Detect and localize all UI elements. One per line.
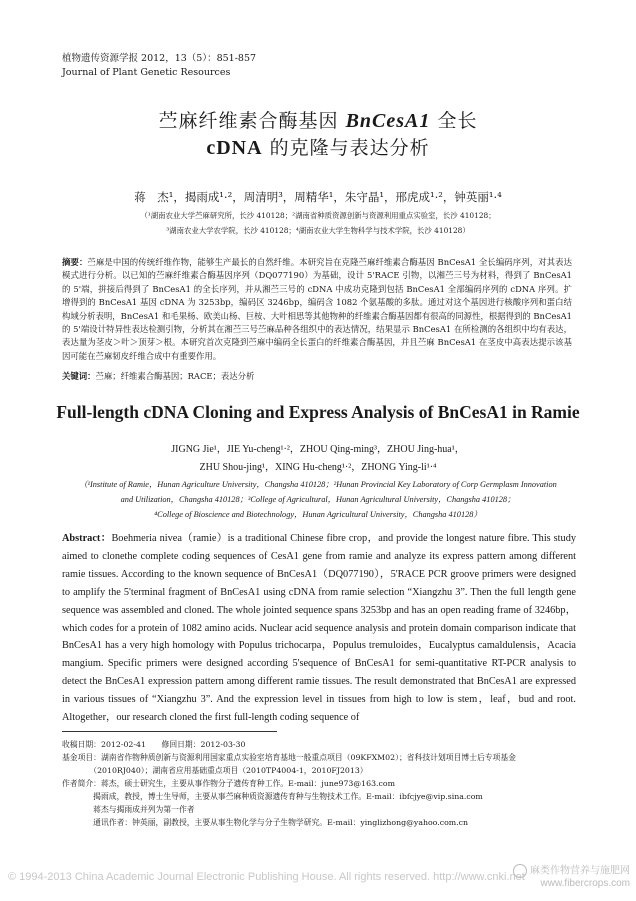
watermark-line1: 麻类作物营养与施肥网: [530, 865, 630, 877]
footnote-corresponding: 通讯作者：钟英丽，副教授，主要从事生物化学与分子生物学研究。E-mail：yinglizhong@yahoo.com.cn: [62, 818, 469, 827]
affiliation-cn-line2: ³湖南农业大学农学院，长沙 410128；⁴湖南农业大学生物科学与技术学院，长沙 410128）: [166, 226, 470, 235]
keywords-cn: [62, 370, 572, 383]
abstract-en-text: Boehmeria nivea（ramie）is a traditional Chinese fibre crop，and provide the longest nature fibre. This study aimed to clonethe complete coding sequences of CesA1 gene from ramie and analyze its express pattern among different ramie tissues. According to the known sequence of BnCesA1（DQ077190），5'RACE PCR groove primers were designed to amplify the 5'terminal fragment of BnCesA1 using cDNA from ramie selection “Xiangzhu 3”. Then the full length gene sequence was assembled and cloned. The whole jointed sequence spans 3253bp and has an open reading frame of 3246bp，which codes for a protein of 1082 amino acids. Nuclear acid sequence analysis and protein domain comparison indicate that BnCesA1 has a very high homology with Populus trichocarpa，Populus tremuloides，Eucalyptus camaldulensis，Acacia mangium. Specific primers were designed according 5'sequence of BnCesA1 for semi-quantitative RT-PCR analysis to detect the BnCesA1 expression pattern among different ramie tissues. The result demonstrated that BnCesA1 are expressed in various tissues of “Xiangzhu 3”. And the expression level in tissues from high to low is stem，leaf，bud and root. Altogether，our research cloned the first full-length coding sequence of: [62, 533, 576, 724]
footnote-funding-cont: （2010RJ040）；湖南省应用基础重点项目（2010TP4004-1，2010FJ2013）: [62, 766, 368, 775]
title-en: Full-length cDNA Cloning and Express Analysis of BnCesA1 in Ramie: [56, 402, 580, 422]
title-cn-line1-suffix: 全长: [430, 110, 478, 132]
site-watermark: [513, 864, 630, 890]
authors-cn: 蒋 杰¹，揭雨成¹·²，周清明³，周精华¹，朱守晶¹，邢虎成¹·²，钟英丽¹·⁴: [134, 190, 502, 204]
journal-header: [62, 52, 256, 80]
watermark-logo-icon: [513, 864, 527, 878]
affiliation-en-line3: ⁴College of Bioscience and Biotechnology，Hunan Agricultural University，Changsha 410128）: [154, 510, 482, 519]
watermark-line2: www.fibercrops.com: [540, 878, 630, 889]
keywords-cn-text: 苎麻；纤维素合酶基因；RACE；表达分析: [95, 371, 255, 381]
affiliation-en-line1: （¹Institute of Ramie，Hunan Agriculture University，Changsha 410128；²Hunan Provincial Key Laboratory of Corp Germplasm Innovation: [79, 480, 557, 489]
journal-cn-line: 植物遗传资源学报 2012，13（5）：851-857: [62, 53, 257, 64]
title-cn-gene: BnCesA1: [345, 110, 431, 132]
authors-en-line1: JIGNG Jie¹，JIE Yu-cheng¹·²，ZHOU Qing-ming³，ZHOU Jing-hua¹，: [171, 444, 465, 455]
journal-en-line: Journal of Plant Genetic Resources: [62, 67, 231, 78]
title-cn-line2-prefix: cDNA: [206, 137, 263, 159]
title-cn-line1-prefix: 苎麻纤维素合酶基因: [158, 110, 346, 132]
abstract-cn-label: 摘要：: [62, 257, 88, 267]
abstract-cn: [62, 256, 572, 363]
title-cn-line2-suffix: 的克隆与表达分析: [262, 137, 430, 159]
footnote-author2: 揭雨成，教授，博士生导师，主要从事苎麻种质资源遗传育种与生物技术工作。E-mail：ibfcjye@vip.sina.com: [62, 792, 483, 801]
footnotes: [62, 738, 582, 829]
affiliation-cn-line1: （¹湖南农业大学苎麻研究所，长沙 410128；²湖南省种质资源创新与资源利用重点实验室，长沙 410128；: [140, 211, 496, 220]
footnote-rule: [62, 731, 277, 732]
copyright-notice: © 1994-2013 China Academic Journal Electronic Publishing House. All rights reserved. http://www.cnki.net: [8, 871, 525, 883]
authors-en-line2: ZHU Shou-jing¹，XING Hu-cheng¹·²，ZHONG Ying-li¹·⁴: [199, 462, 437, 473]
affiliation-en-line2: and Utilization，Changsha 410128；³College of Agricultural，Hunan Agricultural University，Changsha 410128；: [120, 495, 516, 504]
abstract-en: [62, 530, 576, 727]
abstract-en-label: Abstract：: [62, 533, 112, 544]
footnote-author1: 作者简介：蒋杰，硕士研究生，主要从事作物分子遗传育种工作。E-mail：june973@163.com: [62, 779, 395, 788]
footnote-funding: 基金项目：湖南省作物种质创新与资源利用国家重点实验室培育基地一般重点项目（09KFXM02）；省科技计划项目博士后专项基金: [62, 753, 516, 762]
title-cn: [0, 108, 636, 162]
keywords-cn-label: 关键词：: [62, 371, 96, 381]
abstract-cn-text: 苎麻是中国的传统纤维作物，能够生产最长的自然纤维。本研究旨在克隆苎麻纤维素合酶基因 BnCesA1 全长编码序列，对其表达模式进行分析。以已知的苎麻纤维素合酶基因序列（DQ077190）为基础，设计 5'RACE 引物，以湘苎三号为材料，得到了 BnCesA1 的 5'端，拼接后得到了 BnCesA1 的全长序列，并从湘苎三号的 cDNA 中成功克隆到包括 BnCesA1 全部编码序列的 cDNA 序列。扩增得到的 BnCesA1 基因 cDNA 为 3253bp，编码区 3246bp，编码含 1082 个氨基酸的多肽。通过对这个基因进行核酸序列和蛋白结构域分析表明，BnCesA1 和毛果杨、欧美山杨、巨桉、大叶相思等其他物种的纤维素合酶基因都有很高的同源性，根据得到的 BnCesA1 的 5'端设计特异性表达检测引物，分析其在湘苎三号苎麻品种各组织中的表达情况，结果显示 BnCesA1 在所检测的各组织中均有表达，表达量为茎皮＞叶＞顶芽＞根。本研究首次克隆到苎麻中编码全长蛋白的纤维素合酶基因，并且苎麻 BnCesA1 在茎皮中高表达提示该基因可能在苎麻韧皮纤维合成中有重要作用。: [62, 257, 572, 361]
footnote-dates: 收稿日期：2012-02-41 修回日期：2012-03-30: [62, 740, 246, 749]
footnote-cofirst: 蒋杰与揭雨成并列为第一作者: [62, 805, 195, 814]
